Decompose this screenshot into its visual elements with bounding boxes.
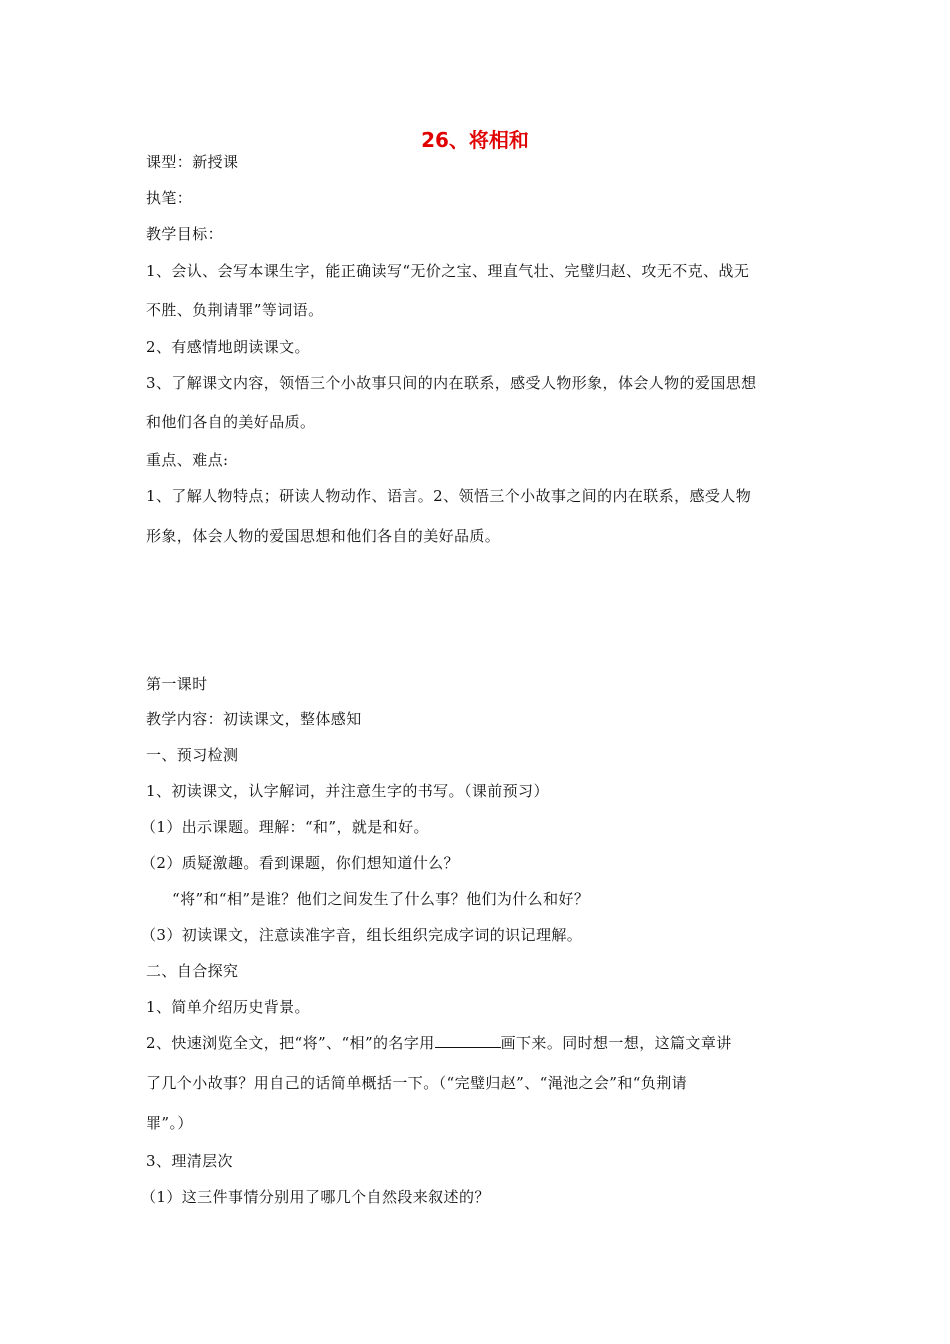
author-line: 执笔： [146, 189, 193, 207]
lesson-1-heading: 第一课时 [146, 675, 208, 693]
key-points-line-2: 形象，体会人物的爱国思想和他们各自的美好品质。 [146, 527, 501, 545]
section-1-sub-2-questions: “将”和“相”是谁？他们之间发生了什么事？他们为什么和好？ [172, 890, 590, 908]
lesson-type: 课型：新授课 [146, 153, 239, 171]
goal-2: 2、有感情地朗读课文。 [146, 338, 310, 356]
section-2-item-2-line-3: 罪”。） [146, 1114, 193, 1132]
goal-3-line-2: 和他们各自的美好品质。 [146, 413, 316, 431]
goal-3-line-1: 3、了解课文内容，领悟三个小故事只间的内在联系，感受人物形象，体会人物的爱国思想 [146, 374, 757, 392]
fill-in-blank [435, 1035, 501, 1048]
section-2-heading: 二、自合探究 [146, 962, 239, 980]
section-1-item-1: 1、初读课文，认字解词，并注意生字的书写。（课前预习） [146, 782, 549, 800]
key-points-line-1: 1、了解人物特点；研读人物动作、语言。2、领悟三个小故事之间的内在联系，感受人物 [146, 487, 752, 505]
section-2-item-2-text-a: 2、快速浏览全文，把“将”、“相”的名字用 [146, 1034, 435, 1052]
section-1-sub-1: （1）出示课题。理解：“和”，就是和好。 [141, 818, 429, 836]
goals-heading: 教学目标： [146, 225, 224, 243]
document-title: 26、将相和 [421, 128, 529, 152]
section-2-item-3: 3、理清层次 [146, 1152, 233, 1170]
section-2-item-1: 1、简单介绍历史背景。 [146, 998, 310, 1016]
section-2-item-2-line-1 [146, 1033, 816, 1053]
goal-1-line-1: 1、会认、会写本课生字，能正确读写“无价之宝、理直气壮、完璧归赵、攻无不克、战无 [146, 262, 750, 280]
section-2-item-2-text-b: 画下来。同时想一想，这篇文章讲 [500, 1034, 732, 1052]
goal-1-line-2: 不胜、负荆请罪”等词语。 [146, 301, 324, 319]
section-1-sub-2: （2）质疑激趣。看到课题，你们想知道什么？ [141, 854, 459, 872]
section-1-heading: 一、预习检测 [146, 746, 239, 764]
key-points-heading: 重点、难点: [146, 451, 229, 469]
section-2-sub-1: （1）这三件事情分别用了哪几个自然段来叙述的？ [141, 1188, 490, 1206]
lesson-1-content: 教学内容：初读课文，整体感知 [146, 710, 362, 728]
section-2-item-2-line-2: 了几个小故事？用自己的话简单概括一下。（“完璧归赵”、“渑池之会”和“负荆请 [146, 1074, 688, 1092]
section-1-sub-3: （3）初读课文，注意读准字音，组长组织完成字词的识记理解。 [141, 926, 583, 944]
